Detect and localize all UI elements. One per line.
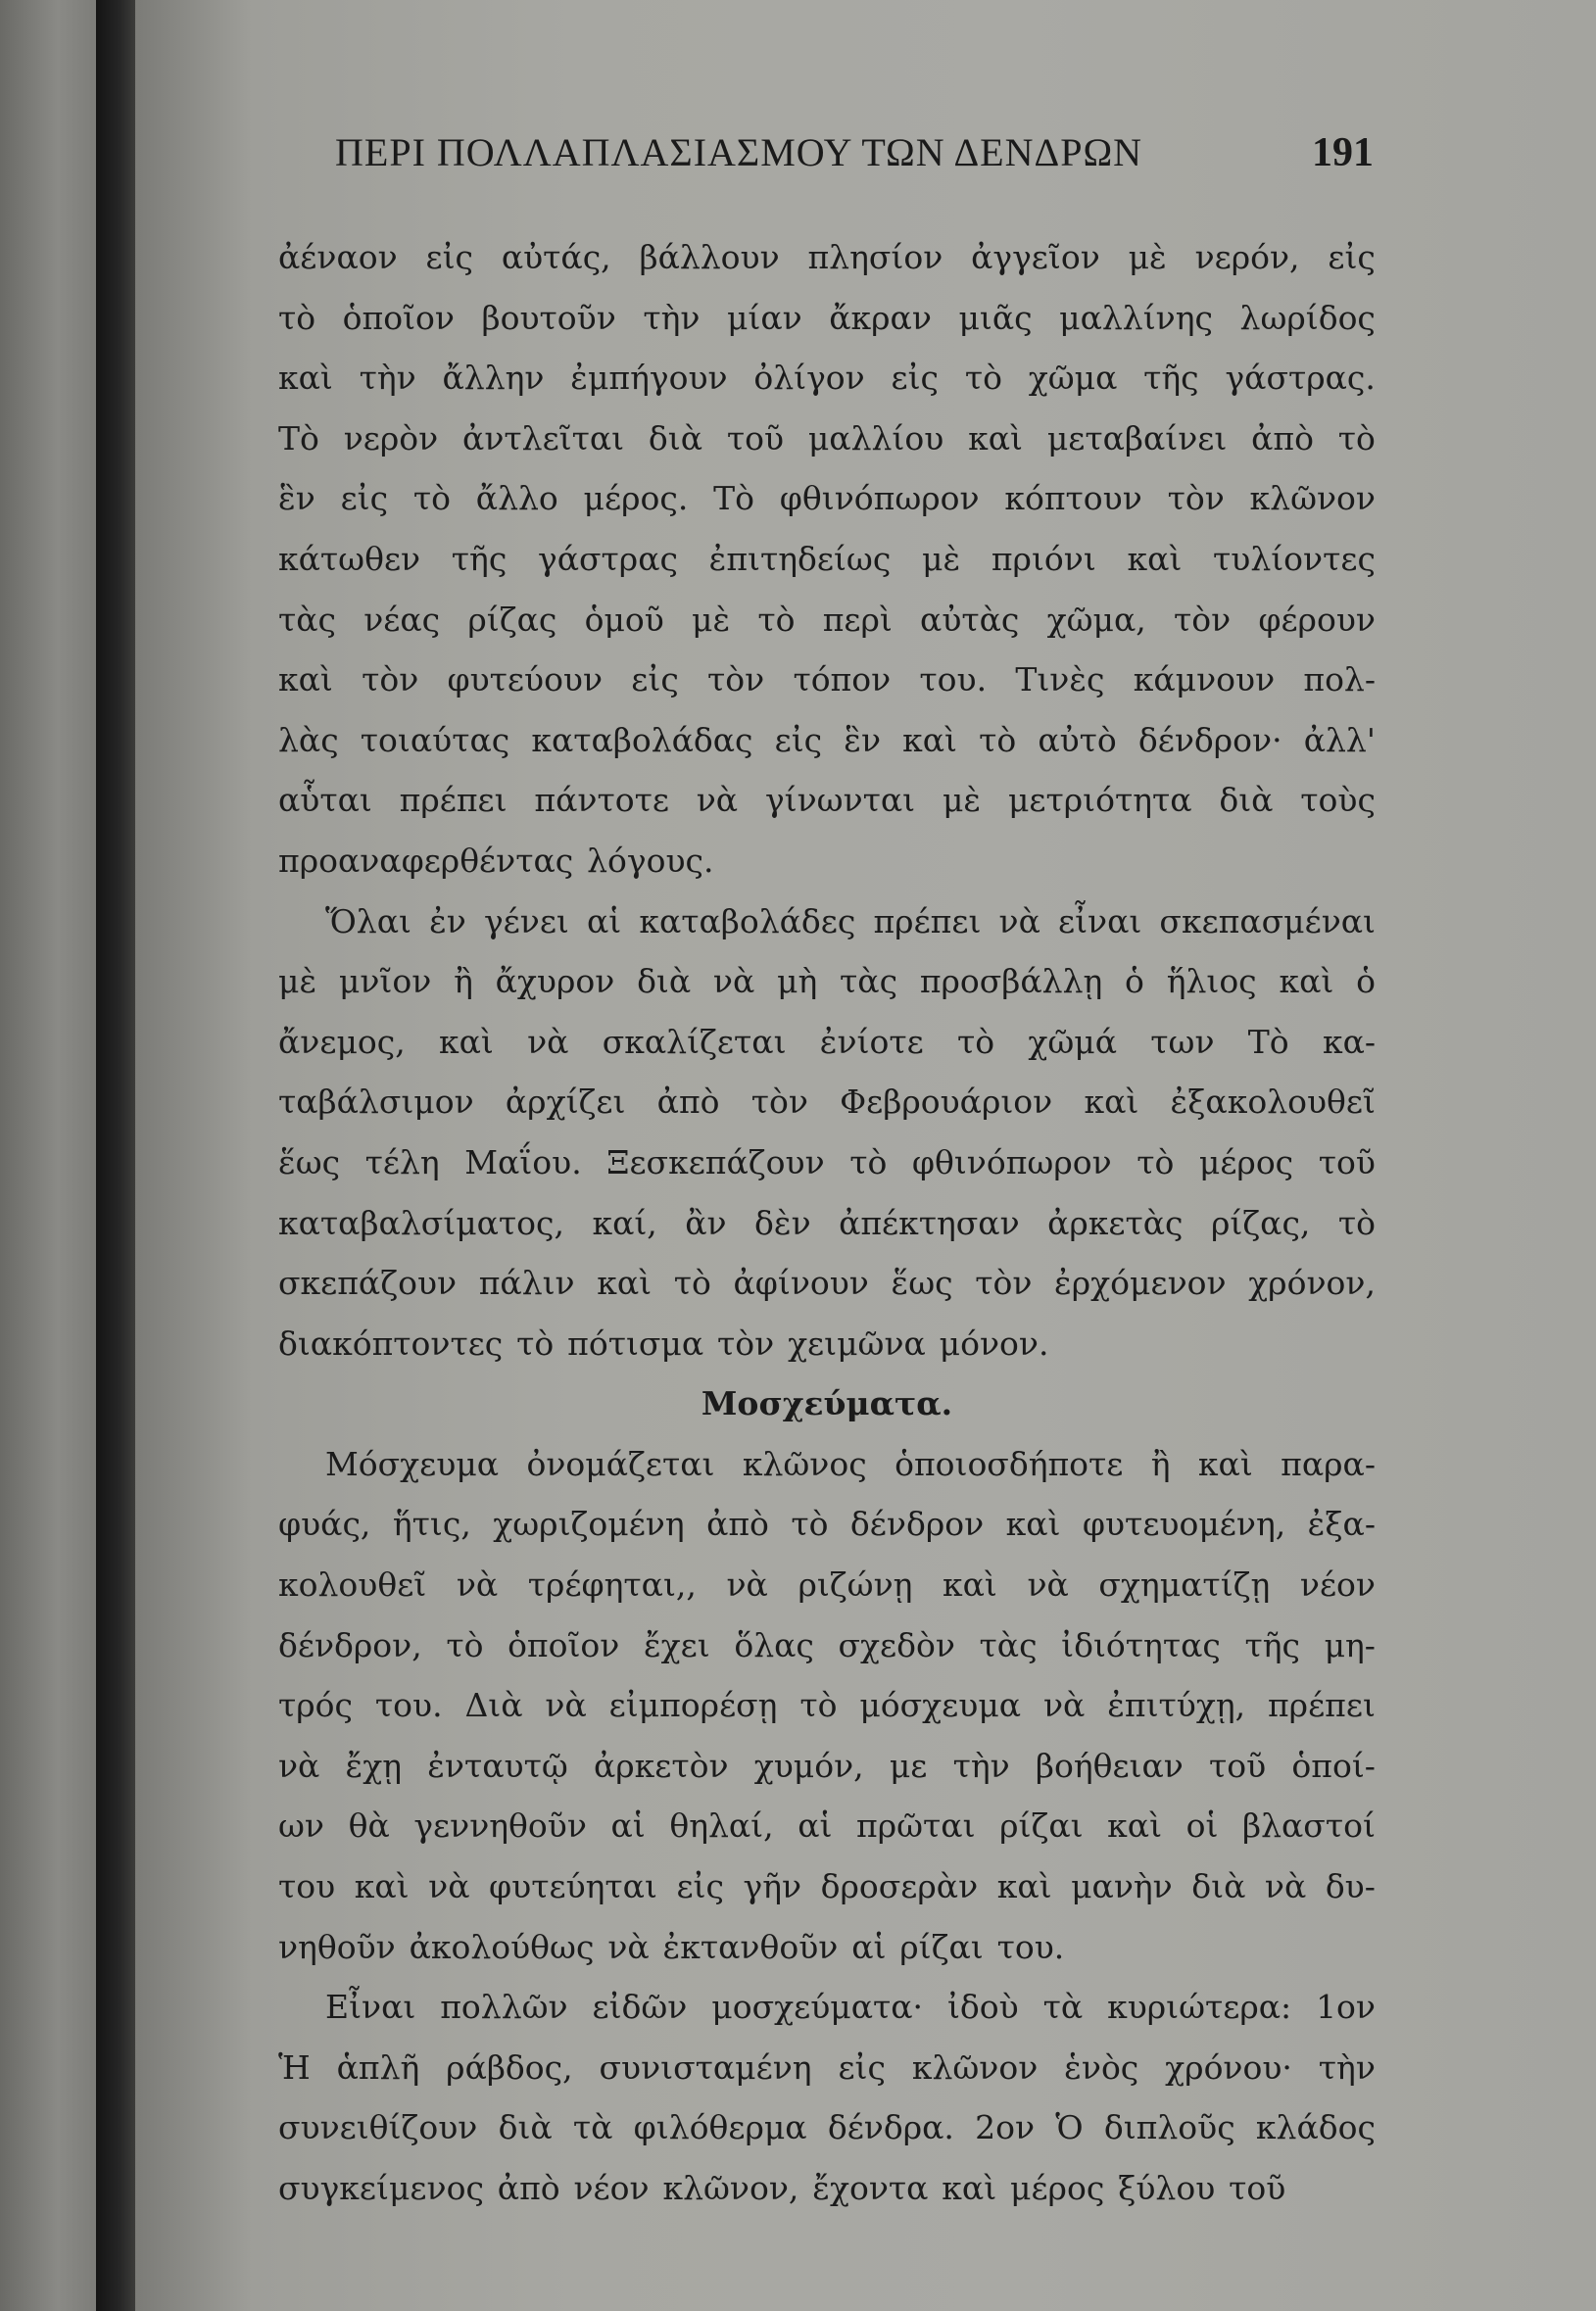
text-line: νὰ ἔχῃ ἐνταυτῷ ἀρκετὸν χυμόν, με τὴν βοήθειαν τοῦ ὁποί- — [278, 1746, 1376, 1785]
text-line: διακόπτοντες τὸ πότισμα τὸν χειμῶνα μόνον. — [278, 1324, 1049, 1363]
book-binding-shadow — [96, 0, 135, 2311]
page-number: 191 — [1312, 130, 1374, 175]
text-line: τὸ ὁποῖον βουτοῦν τὴν μίαν ἄκραν μιᾶς μαλλίνης λωρίδος — [278, 298, 1376, 337]
text-line: τὰς νέας ρίζας ὁμοῦ μὲ τὸ περὶ αὐτὰς χῶμα, τὸν φέρουν — [278, 600, 1376, 639]
text-line: κολουθεῖ νὰ τρέφηται,, νὰ ριζώνῃ καὶ νὰ σχηματίζῃ νέον — [278, 1565, 1376, 1605]
page-header — [335, 129, 1374, 188]
text-line: ἓν εἰς τὸ ἄλλο μέρος. Τὸ φθινόπωρον κόπτουν τὸν κλῶνον — [278, 479, 1376, 518]
text-line: σκεπάζουν πάλιν καὶ τὸ ἀφίνουν ἕως τὸν ἐρχόμενον χρόνον, — [278, 1264, 1376, 1303]
text-line: Εἶναι πολλῶν εἰδῶν μοσχεύματα· ἰδοὺ τὰ κυριώτερα: 1ον — [325, 1988, 1376, 2027]
text-line: ἀέναον εἰς αὐτάς, βάλλουν πλησίον ἀγγεῖον μὲ νερόν, εἰς — [278, 238, 1376, 276]
paragraph — [278, 891, 1376, 1374]
text-line: ἕως τέλη Μαΐου. Ξεσκεπάζουν τὸ φθινόπωρον τὸ μέρος τοῦ — [278, 1142, 1376, 1181]
text-line: λὰς τοιαύτας καταβολάδας εἰς ἓν καὶ τὸ αὐτὸ δένδρον· ἀλλ' — [278, 720, 1376, 759]
running-title: ΠΕΡΙ ΠΟΛΛΑΠΛΑΣΙΑΣΜΟΥ ΤΩΝ ΔΕΝΔΡΩΝ — [335, 130, 1143, 174]
text-line: του καὶ νὰ φυτεύηται εἰς γῆν δροσερὰν καὶ μανὴν διὰ νὰ δυ- — [278, 1867, 1376, 1906]
body-text — [278, 227, 1376, 2219]
paragraph — [278, 1977, 1376, 2218]
text-line: Μόσχευμα ὀνομάζεται κλῶνος ὁποιοσδήποτε ἢ καὶ παρα- — [325, 1444, 1376, 1483]
section-heading: Μοσχεύματα. — [701, 1384, 953, 1423]
text-line: κάτωθεν τῆς γάστρας ἐπιτηδείως μὲ πριόνι καὶ τυλίοντες — [278, 539, 1376, 578]
text-line: προαναφερθέντας λόγους. — [278, 841, 714, 880]
text-line: Τὸ νερὸν ἀντλεῖται διὰ τοῦ μαλλίου καὶ μεταβαίνει ἀπὸ τὸ — [278, 418, 1376, 457]
text-line: καὶ τὴν ἄλλην ἐμπήγουν ὀλίγον εἰς τὸ χῶμα τῆς γάστρας. — [278, 359, 1376, 398]
text-line: συγκείμενος ἀπὸ νέον κλῶνον, ἔχοντα καὶ μέρος ξύλου τοῦ — [278, 2169, 1286, 2207]
scan-margin — [0, 0, 96, 2311]
text-line: ων θὰ γεννηθοῦν αἱ θηλαί, αἱ πρῶται ρίζαι καὶ οἱ βλαστοί — [278, 1806, 1376, 1846]
text-line: καταβαλσίματος, καί, ἂν δὲν ἀπέκτησαν ἀρκετὰς ρίζας, τὸ — [278, 1203, 1376, 1242]
text-line: Ὅλαι ἐν γένει αἱ καταβολάδες πρέπει νὰ εἶναι σκεπασμέναι — [325, 901, 1376, 940]
text-line: νηθοῦν ἀκολούθως νὰ ἐκτανθοῦν αἱ ρίζαι του. — [278, 1927, 1065, 1966]
text-line: καὶ τὸν φυτεύουν εἰς τὸν τόπον του. Τινὲς κάμνουν πολ- — [278, 660, 1376, 699]
text-line: συνειθίζουν διὰ τὰ φιλόθερμα δένδρα. 2ον Ὁ διπλοῦς κλάδος — [278, 2108, 1376, 2147]
text-line: τρός του. Διὰ νὰ εἰμπορέσῃ τὸ μόσχευμα νὰ ἐπιτύχῃ, πρέπει — [278, 1686, 1376, 1725]
text-line: ταβάλσιμον ἀρχίζει ἀπὸ τὸν Φεβρουάριον καὶ ἐξακολουθεῖ — [278, 1083, 1376, 1122]
text-line: μὲ μνῖον ἢ ἄχυρον διὰ νὰ μὴ τὰς προσβάλλῃ ὁ ἥλιος καὶ ὁ — [278, 962, 1376, 1001]
text-line: Ἡ ἁπλῆ ράβδος, συνισταμένη εἰς κλῶνον ἑνὸς χρόνου· τὴν — [278, 2047, 1376, 2087]
paragraph — [278, 227, 1376, 891]
text-line: φυάς, ἥτις, χωριζομένη ἀπὸ τὸ δένδρον καὶ φυτευομένη, ἐξα- — [278, 1505, 1376, 1544]
text-line: δένδρον, τὸ ὁποῖον ἔχει ὅλας σχεδὸν τὰς ἰδιότητας τῆς μη- — [278, 1625, 1376, 1664]
text-line: αὗται πρέπει πάντοτε νὰ γίνωνται μὲ μετριότητα διὰ τοὺς — [278, 781, 1376, 820]
paragraph — [278, 1434, 1376, 1977]
text-line: ἄνεμος, καὶ νὰ σκαλίζεται ἐνίοτε τὸ χῶμά των Τὸ κα- — [278, 1022, 1376, 1061]
